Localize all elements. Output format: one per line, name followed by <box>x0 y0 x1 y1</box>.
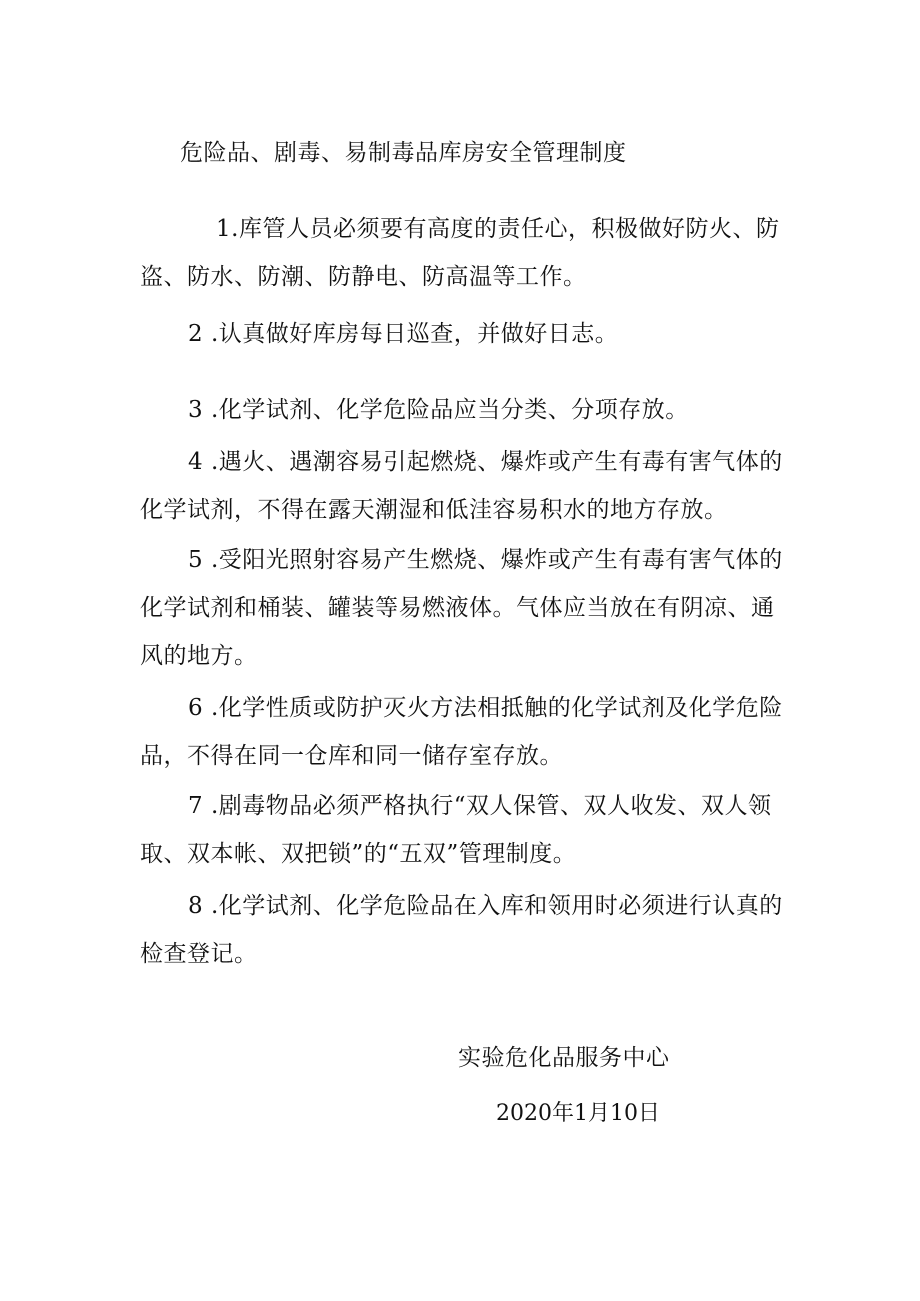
signature-organization: 实验危化品服务中心 <box>458 1045 670 1071</box>
rule-item-7 <box>140 782 790 878</box>
rule-number: 2 . <box>188 321 219 347</box>
rule-number: 5 . <box>188 547 219 573</box>
rule-text: 库管人员必须要有高度的责任心，积极做好防火、防盗、防水、防潮、防静电、防高温等工作。 <box>140 216 780 290</box>
rule-item-2 <box>140 310 790 358</box>
rule-text: 化学性质或防护灭火方法相抵触的化学试剂及化学危险品，不得在同一仓库和同一储存室存放。 <box>140 695 783 769</box>
rule-number: 1. <box>216 216 239 242</box>
rule-number: 4 . <box>188 449 219 475</box>
rule-item-8 <box>140 882 790 978</box>
rule-text: 受阳光照射容易产生燃烧、爆炸或产生有毒有害气体的化学试剂和桶装、罐装等易燃液体。气体应当放在有阴凉、通风的地方。 <box>140 547 783 669</box>
rule-number: 3 . <box>188 397 219 423</box>
rule-text: 化学试剂、化学危险品在入库和领用时必须进行认真的检查登记。 <box>140 893 783 967</box>
rule-item-6 <box>140 684 790 780</box>
rule-item-1 <box>140 205 790 301</box>
rule-item-5 <box>140 536 790 680</box>
rule-text: 剧毒物品必须严格执行“双人保管、双人收发、双人领取、双本帐、双把锁”的“五双”管理制度。 <box>140 793 772 867</box>
rule-item-4 <box>140 438 790 534</box>
rule-number: 7 . <box>188 793 219 819</box>
rule-item-3 <box>140 386 790 434</box>
rule-text: 遇火、遇潮容易引起燃烧、爆炸或产生有毒有害气体的化学试剂，不得在露天潮湿和低洼容易积水的地方存放。 <box>140 449 783 523</box>
rule-text: 化学试剂、化学危险品应当分类、分项存放。 <box>218 397 689 423</box>
rule-number: 8 . <box>188 893 219 919</box>
document-title: 危险品、剧毒、易制毒品库房安全管理制度 <box>180 140 627 166</box>
signature-date: 2020年1月10日 <box>496 1101 660 1126</box>
rule-number: 6 . <box>188 695 219 721</box>
rule-text: 认真做好库房每日巡查，并做好日志。 <box>218 321 619 347</box>
